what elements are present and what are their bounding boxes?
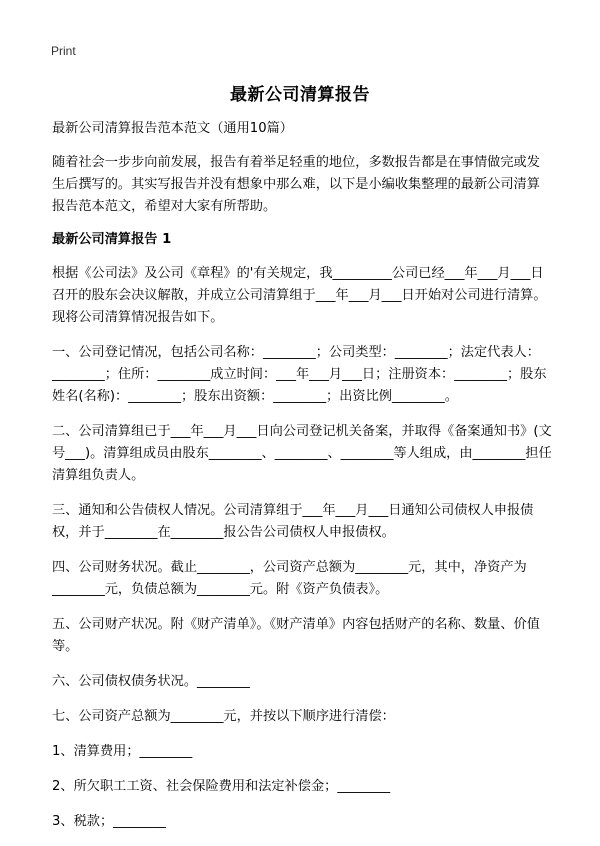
list-item-liquidation-fee: 1、清算费用；________ [52,744,193,759]
intro-paragraph: 随着社会一步步向前发展，报告有着举足轻重的地位，多数报告都是在事情做完或发生后撰写的。其实写报告并没有想象中那么难，以下是小编收集整理的最新公司清算报告范本范文，希望对大家有所帮助。 [52,155,540,214]
section-heading: 最新公司清算报告 1 [52,232,172,247]
list-item-taxes: 3、税款；________ [52,814,166,829]
paragraph-liquidation-group: 二、公司清算组已于___年___月___日向公司登记机关备案，并取得《备案通知书》(文号___)。清算组成员由股东________、________、________等人组成，由________担任清算组负责人。 [52,424,552,483]
paragraph-registration: 一、公司登记情况，包括公司名称：________；公司类型：________；法定代表人：________；住所：________成立时间：___年___月___日；注册资本：________；股东姓名(名称)：________；股东出资额：________；出资比例________。 [52,345,547,404]
paragraph-creditor-notice: 三、通知和公告债权人情况。公司清算组于___年___月___日通知公司债权人申报债权，并于________在________报公告公司债权人申报债权。 [52,503,534,540]
paragraph-property-status: 五、公司财产状况。附《财产清单》。《财产清单》内容包括财产的名称、数量、价值等。 [52,617,540,654]
document-title: 最新公司清算报告 [230,85,370,105]
document-body [52,118,552,846]
paragraph-asset-total: 七、公司资产总额为________元，并按以下顺序进行清偿： [52,709,395,724]
paragraph-financial-status: 四、公司财务状况。截止________，公司资产总额为________元，其中，净资产为________元，负债总额为________元。附《资产负债表》。 [52,560,527,597]
paragraph-debt-status: 六、公司债权债务状况。________ [52,674,250,689]
print-link[interactable]: Print [51,44,76,58]
paragraph-basis: 根据《公司法》及公司《章程》的'有关规定，我_________公司已经___年___月___日召开的股东会决议解散，并成立公司清算组于___年___月___日开始对公司进行清算。现将公司清算情况报告如下。 [52,266,547,325]
list-item-employee-wages: 2、所欠职工工资、社会保险费用和法定补偿金；________ [52,779,391,794]
document-subtitle: 最新公司清算报告范本范文（通用10篇） [52,121,293,136]
